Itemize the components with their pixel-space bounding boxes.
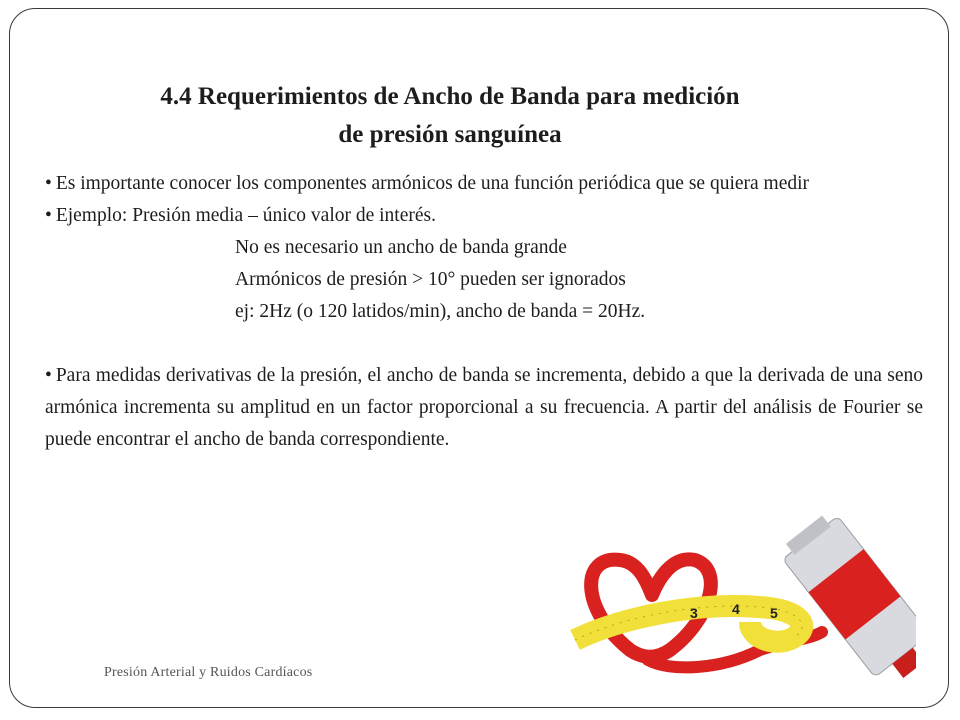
sub-point-3: ej: 2Hz (o 120 latidos/min), ancho de banda = 20Hz. xyxy=(235,301,646,322)
slide-body xyxy=(45,168,923,456)
bullet-1: • Es importante conocer los componentes armónicos de una función periódica que se quiera medir xyxy=(45,168,923,200)
slide-footer: Presión Arterial y Ruidos Cardíacos xyxy=(104,665,313,680)
paint-tube xyxy=(776,508,916,691)
tape-number-5: 5 xyxy=(770,605,778,621)
sub-point-1: No es necesario un ancho de banda grande xyxy=(235,237,567,258)
title-line-2: de presión sanguínea xyxy=(338,121,562,148)
title-line-1: 4.4 Requerimientos de Ancho de Banda para medición xyxy=(160,83,740,110)
bullet-2: • Ejemplo: Presión media – único valor de interés. xyxy=(45,200,923,232)
bullet-3: • Para medidas derivativas de la presión, el ancho de banda se incrementa, debido a que la derivada de una seno armónica incrementa su amplitud en un factor proporcional a su frecuencia. A partir del análisis de Fourier se puede encontrar el ancho de banda correspondiente. xyxy=(45,360,923,456)
sub-point-2: Armónicos de presión > 10° pueden ser ignorados xyxy=(235,269,626,290)
slide-title xyxy=(60,78,840,154)
tape-number-4: 4 xyxy=(732,601,740,617)
heart-tape-illustration xyxy=(560,500,916,698)
tape-number-3: 3 xyxy=(690,605,698,621)
